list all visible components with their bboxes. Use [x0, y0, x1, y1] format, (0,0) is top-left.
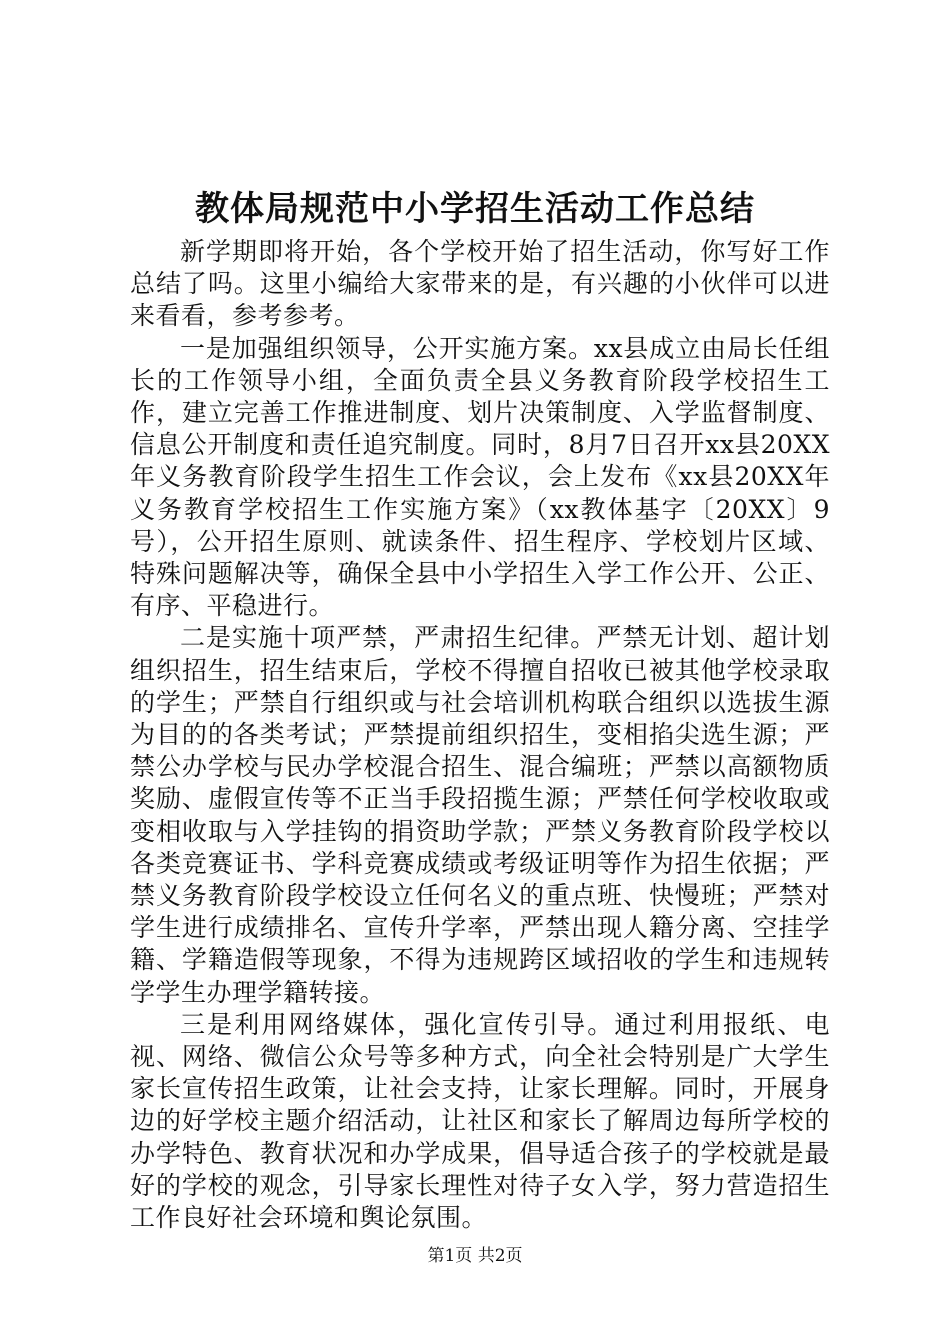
paragraph-leadership: 一是加强组织领导，公开实施方案。xx县成立由局长任组长的工作领导小组，全面负责全县义务教育阶段学校招生工作，建立完善工作推进制度、划片决策制度、入学监督制度、信息公开制度和责任追究制度。同时，8月7日召开xx县20XX年义务教育阶段学生招生工作会议，会上发布《xx县20XX年义务教育学校招生工作实施方案》（xx教体基字〔20XX〕9号），公开招生原则、就读条件、招生程序、学校划片区域、特殊问题解决等，确保全县中小学招生入学工作公开、公正、有序、平稳进行。 — [130, 333, 830, 621]
page-number-footer: 第1页 共2页 — [427, 1246, 523, 1266]
paragraph-intro: 新学期即将开始，各个学校开始了招生活动，你写好工作总结了吗。这里小编给大家带来的是，有兴趣的小伙伴可以进来看看，参考参考。 — [130, 237, 830, 331]
document-title: 教体局规范中小学招生活动工作总结 — [195, 189, 755, 229]
paragraph-prohibitions: 二是实施十项严禁，严肃招生纪律。严禁无计划、超计划组织招生，招生结束后，学校不得擅自招收已被其他学校录取的学生；严禁自行组织或与社会培训机构联合组织以选拔生源为目的的各类考试；严禁提前组织招生，变相掐尖选生源；严禁公办学校与民办学校混合招生、混合编班；严禁以高额物质奖励、虚假宣传等不正当手段招揽生源；严禁任何学校收取或变相收取与入学挂钩的捐资助学款；严禁义务教育阶段学校以各类竞赛证书、学科竞赛成绩或考级证明等作为招生依据；严禁义务教育阶段学校设立任何名义的重点班、快慢班；严禁对学生进行成绩排名、宣传升学率，严禁出现人籍分离、空挂学籍、学籍造假等现象，不得为违规跨区域招收的学生和违规转学学生办理学籍转接。 — [130, 623, 830, 1007]
paragraph-publicity: 三是利用网络媒体，强化宣传引导。通过利用报纸、电视、网络、微信公众号等多种方式，向全社会特别是广大学生家长宣传招生政策，让社会支持，让家长理解。同时，开展身边的好学校主题介绍活动，让社区和家长了解周边每所学校的办学特色、教育状况和办学成果，倡导适合孩子的学校就是最好的学校的观念，引导家长理性对待子女入学，努力营造招生工作良好社会环境和舆论氛围。 — [130, 1009, 830, 1233]
document-body — [130, 236, 830, 1234]
